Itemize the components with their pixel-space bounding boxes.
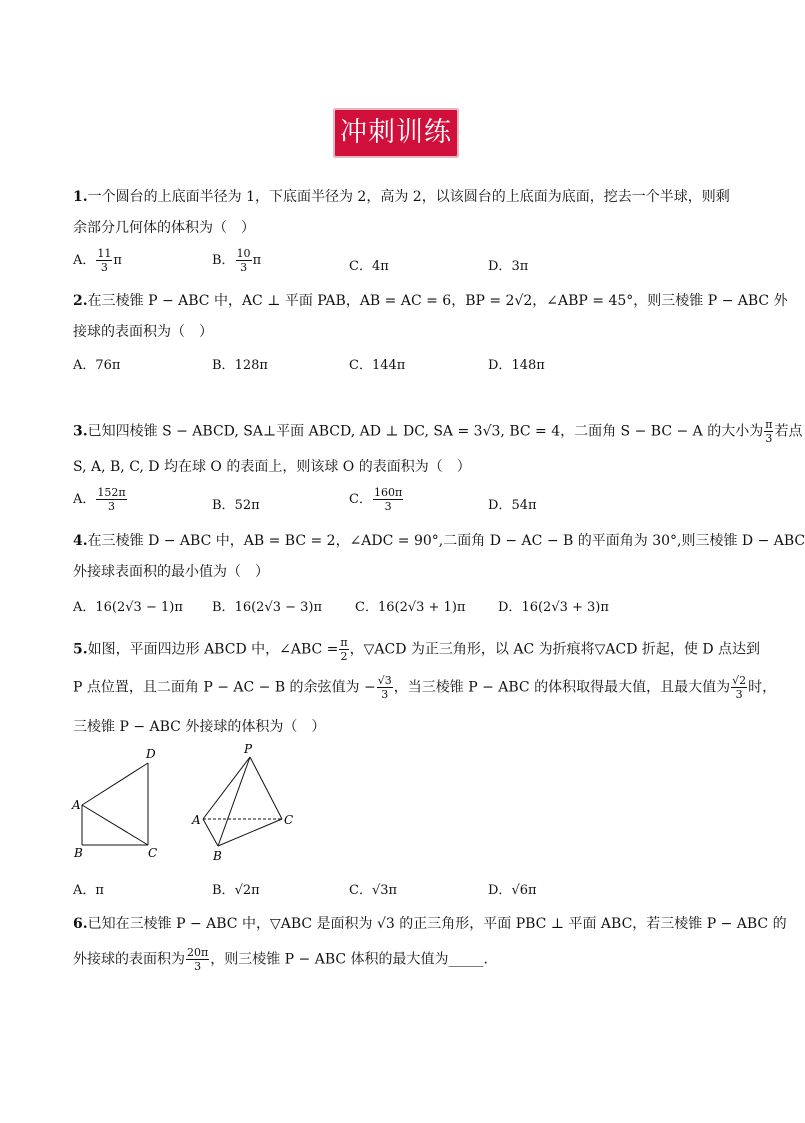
option-text: √6π: [511, 883, 537, 898]
option-label: D．: [488, 883, 512, 898]
option-label: A．: [73, 358, 96, 373]
question-4-text-1: 在三棱锥 D − ABC 中，AB = BC = 2，∠ADC = 90°,二面角 D − AC − B 的平面角为 30°,则三棱锥 D − ABC: [87, 533, 805, 549]
option-label: D．: [488, 358, 512, 373]
edge-ac: [82, 805, 148, 845]
question-3-text-1a: 已知四棱锥 S − ABCD, SA⊥平面 ABCD, AD ⊥ DC, SA = 3√3, BC = 4，二面角 S − BC − A 的大小为: [87, 423, 764, 440]
frac-den: 3: [765, 432, 773, 445]
q4-option-d: [498, 596, 609, 615]
fraction: [373, 486, 403, 513]
option-text: 52π: [234, 498, 260, 513]
question-1-line-1: [73, 186, 730, 206]
frac-den: 3: [735, 688, 743, 701]
option-label: A．: [73, 492, 96, 507]
frac-den: 3: [240, 261, 248, 274]
question-5-number: 5.: [73, 641, 88, 658]
option-text: √3π: [371, 883, 398, 898]
edge-ad: [82, 763, 148, 805]
label-b: B: [74, 846, 83, 860]
option-label: B．: [212, 498, 235, 513]
q4-option-b: [212, 596, 322, 615]
option-label: C．: [349, 358, 372, 373]
fraction: [764, 418, 773, 445]
frac-den: 2: [340, 650, 348, 663]
option-label: D．: [488, 259, 512, 274]
q4-option-a: [73, 596, 183, 615]
option-label: C．: [349, 259, 372, 274]
q4-option-c: [355, 596, 465, 615]
label-p: P: [244, 742, 253, 756]
edge-pa: [203, 757, 250, 819]
question-5-line-1: [73, 636, 760, 663]
option-text: 16(2√3 − 3)π: [234, 600, 323, 615]
question-4-line-1: [73, 530, 805, 550]
question-2-text-1: 在三棱锥 P − ABC 中，AC ⊥ 平面 PAB，AB = AC = 6，BP = 2√2，∠ABP = 45°，则三棱锥 P − ABC 外: [87, 293, 788, 309]
q3-option-c: [349, 486, 404, 513]
q5-option-a: [73, 879, 104, 898]
option-label: B．: [212, 600, 235, 615]
fraction: [377, 674, 393, 701]
option-text: 128π: [234, 358, 268, 373]
question-6-text-2a: 外接球的表面积为: [73, 951, 185, 968]
option-text: 16(2√3 − 1)π: [95, 600, 183, 615]
option-label: A．: [73, 883, 96, 898]
option-text: 54π: [511, 498, 537, 513]
question-1-line-2: 余部分几何体的体积为（ ）: [73, 220, 255, 236]
q1-option-b: [212, 247, 261, 274]
q5-option-c: [349, 879, 397, 898]
option-text: √2π: [234, 883, 260, 898]
edge-ab-3d: [203, 819, 218, 846]
frac-num: π: [340, 636, 348, 649]
option-label: C．: [349, 883, 372, 898]
question-3-line-2: S, A, B, C, D 均在球 O 的表面上，则该球 O 的表面积为（ ）: [73, 459, 471, 475]
q3-option-a: [73, 486, 128, 513]
question-5-line-2: [73, 674, 776, 701]
option-text: 144π: [371, 358, 406, 373]
option-label: C．: [355, 600, 378, 615]
q2-option-c: [349, 354, 405, 373]
option-text: 3π: [511, 259, 529, 274]
label-d: D: [146, 747, 156, 761]
q3-option-b: [212, 494, 260, 513]
question-6-text-1: 已知在三棱锥 P − ABC 中，▽ABC 是面积为 √3 的正三角形，平面 PBC ⊥ 平面 ABC，若三棱锥 P − ABC 的: [87, 916, 787, 932]
question-1-number: 1.: [73, 189, 88, 205]
frac-den: 3: [100, 261, 108, 274]
label-c: C: [148, 846, 158, 860]
option-text: 76π: [95, 358, 121, 373]
option-text: π: [95, 883, 104, 898]
edge-bc-3d: [218, 819, 282, 846]
question-6-number: 6.: [73, 916, 88, 932]
label-a-3d: A: [192, 813, 201, 827]
q2-option-d: [488, 354, 545, 373]
question-6-line-1: [73, 913, 787, 933]
question-2-line-1: [73, 290, 788, 310]
frac-num: π: [765, 418, 773, 431]
question-5-text-2b: ，当三棱锥 P − ABC 的体积取得最大值，且最大值为: [393, 679, 731, 696]
fraction: [96, 247, 112, 274]
q5-option-b: [212, 879, 260, 898]
figure-quadrilateral-and-pyramid: [70, 742, 330, 870]
question-5-line-3: 三棱锥 P − ABC 外接球的体积为（ ）: [73, 719, 326, 735]
fraction: [731, 674, 747, 701]
question-3-line-1: [73, 418, 802, 445]
q1-option-d: [488, 255, 528, 274]
banner-title: 冲刺训练: [340, 117, 452, 148]
question-4-line-2: 外接球表面积的最小值为（ ）: [73, 564, 269, 580]
q5-option-d: [488, 879, 537, 898]
option-text: 16(2√3 + 1)π: [377, 600, 466, 615]
fraction: [236, 247, 252, 274]
question-3-text-1b: 若点: [774, 423, 803, 440]
q1-option-a: [73, 247, 122, 274]
question-6-line-2: [73, 946, 488, 973]
label-b-3d: B: [213, 849, 222, 863]
option-label: D．: [498, 600, 522, 615]
option-label: D．: [488, 498, 512, 513]
option-text: 4π: [371, 259, 389, 274]
option-label: B．: [212, 358, 235, 373]
option-text: 148π: [511, 358, 545, 373]
q3-option-d: [488, 494, 537, 513]
question-6-text-2b: ，则三棱锥 P − ABC 体积的最大值为_____.: [210, 951, 489, 968]
frac-den: 3: [194, 960, 202, 973]
question-5-text-2a: P 点位置，且二面角 P − AC − B 的余弦值为 −: [73, 679, 376, 696]
frac-num: 152π: [97, 486, 126, 499]
option-label: B．: [212, 883, 235, 898]
question-2-number: 2.: [73, 293, 88, 309]
label-a: A: [72, 798, 81, 812]
edge-pc: [250, 757, 282, 819]
question-3-number: 3.: [73, 423, 88, 440]
edge-pb: [218, 757, 250, 846]
question-5-text-1b: ，▽ACD 为正三角形，以 AC 为折痕将▽ACD 折起，使 D 点达到: [349, 641, 761, 658]
frac-den: 3: [381, 688, 389, 701]
fraction: [96, 486, 126, 513]
option-label: A．: [73, 600, 96, 615]
frac-num: 160π: [373, 486, 403, 499]
question-4-number: 4.: [73, 533, 88, 549]
option-tail: π: [252, 253, 262, 268]
frac-den: 3: [108, 500, 115, 513]
option-label: A．: [73, 253, 96, 268]
option-tail: π: [113, 253, 122, 268]
question-1-text-1: 一个圆台的上底面半径为 1，下底面半径为 2，高为 2，以该圆台的上底面为底面，挖去一个半球，则剩: [87, 189, 730, 205]
frac-num: √3: [377, 674, 392, 687]
question-5-text-2c: 时，: [748, 679, 777, 696]
frac-num: 11: [97, 247, 112, 260]
option-text: 16(2√3 + 3)π: [521, 600, 609, 615]
fraction: [339, 636, 348, 663]
frac-num: 20π: [187, 946, 209, 959]
frac-num: √2: [732, 674, 747, 687]
label-c-3d: C: [284, 813, 294, 827]
question-2-line-2: 接球的表面积为（ ）: [73, 324, 213, 340]
frac-den: 3: [384, 500, 392, 513]
q2-option-a: [73, 354, 120, 373]
q1-option-c: [349, 255, 389, 274]
option-label: C．: [349, 492, 372, 507]
title-banner: [333, 108, 459, 158]
q2-option-b: [212, 354, 268, 373]
option-label: B．: [212, 253, 235, 268]
frac-num: 10: [236, 247, 251, 260]
question-5-text-1a: 如图，平面四边形 ABCD 中，∠ABC =: [87, 641, 339, 658]
fraction: [186, 946, 209, 973]
